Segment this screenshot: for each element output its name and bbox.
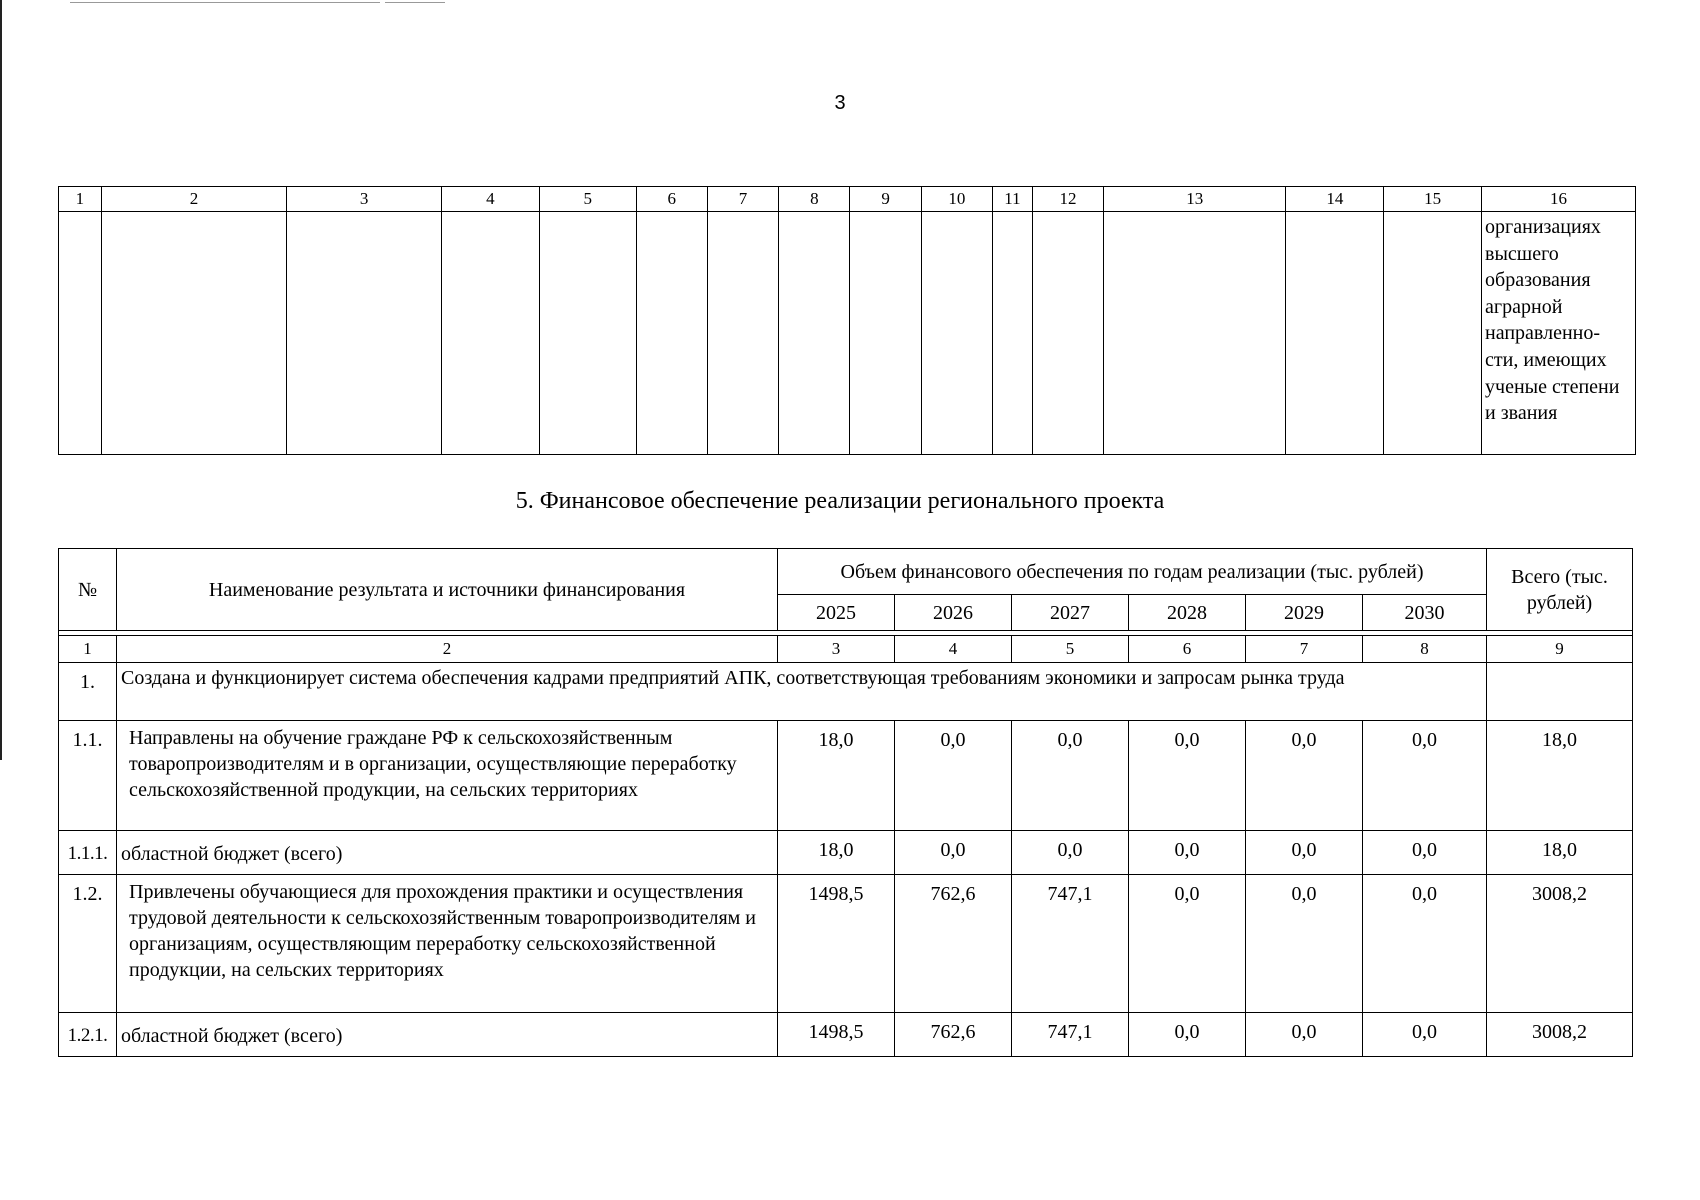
value-cell: 0,0: [1129, 875, 1246, 1013]
column-number: 2: [117, 636, 778, 663]
row-name: областной бюджет (всего): [117, 831, 778, 875]
column-number: 8: [1363, 636, 1487, 663]
table-row: [59, 875, 1633, 1013]
value-cell: 0,0: [1246, 875, 1363, 1013]
row-code: 1.: [59, 663, 117, 721]
empty-cell: [1286, 212, 1384, 455]
empty-cell: [1032, 212, 1103, 455]
column-number: 3: [287, 187, 442, 212]
column-number: 16: [1482, 187, 1636, 212]
empty-cell: [101, 212, 286, 455]
table-row: [59, 663, 1633, 721]
empty-cell: [993, 212, 1033, 455]
value-cell: 0,0: [1246, 721, 1363, 831]
column-number: 4: [895, 636, 1012, 663]
column-number-row: [59, 636, 1633, 663]
value-cell: 0,0: [1012, 831, 1129, 875]
value-cell: 18,0: [778, 721, 895, 831]
value-cell: 0,0: [895, 831, 1012, 875]
column-number: 8: [779, 187, 850, 212]
value-cell: 0,0: [1129, 1013, 1246, 1057]
table-row: [59, 721, 1633, 831]
empty-cell: [921, 212, 992, 455]
value-cell: 762,6: [895, 1013, 1012, 1057]
column-number: 5: [539, 187, 636, 212]
section-title: 5. Финансовое обеспечение реализации регионального проекта: [515, 488, 1165, 514]
column-number: 5: [1012, 636, 1129, 663]
column-number: 13: [1104, 187, 1286, 212]
value-cell: 0,0: [1363, 831, 1487, 875]
column-number: 6: [636, 187, 707, 212]
total-cell: 3008,2: [1487, 875, 1633, 1013]
header-year: 2027: [1012, 595, 1129, 631]
continuation-table: [58, 186, 1636, 455]
header-name: Наименование результата и источники финансирования: [117, 549, 778, 631]
row-code: 1.2.: [59, 875, 117, 1013]
table-row: [59, 831, 1633, 875]
total-cell: 18,0: [1487, 831, 1633, 875]
header-year: 2025: [778, 595, 895, 631]
scan-mark: [70, 2, 380, 3]
column-number: 6: [1129, 636, 1246, 663]
empty-cell: [707, 212, 778, 455]
empty-cell: [59, 212, 102, 455]
column-number: 7: [1246, 636, 1363, 663]
header-year: 2028: [1129, 595, 1246, 631]
header-year: 2026: [895, 595, 1012, 631]
empty-cell: [779, 212, 850, 455]
scan-mark: [385, 2, 445, 3]
value-cell: 0,0: [1363, 875, 1487, 1013]
empty-cell: [1104, 212, 1286, 455]
column-number: 9: [1487, 636, 1633, 663]
value-cell: 0,0: [1129, 721, 1246, 831]
value-cell: 0,0: [1246, 1013, 1363, 1057]
header-total: Всего (тыс. рублей): [1487, 549, 1633, 631]
row-name: Направлены на обучение граждане РФ к сельскохозяйственным товаропроизводителям и в организации, осуществляющие переработку сельскохозяйственной продукции, на сельских территориях: [117, 721, 778, 831]
value-cell: 747,1: [1012, 875, 1129, 1013]
column-number: 15: [1384, 187, 1482, 212]
column-number: 11: [993, 187, 1033, 212]
header-volume: Объем финансового обеспечения по годам реализации (тыс. рублей): [778, 549, 1487, 595]
value-cell: 762,6: [895, 875, 1012, 1013]
empty-cell: [287, 212, 442, 455]
column-number: 10: [921, 187, 992, 212]
empty-cell: [539, 212, 636, 455]
table-row: [59, 1013, 1633, 1057]
column-number: 1: [59, 187, 102, 212]
col16-description: организациях высшего образования аграрной направленно-сти, имеющих ученые степени и звания: [1482, 212, 1636, 455]
column-number: 12: [1032, 187, 1103, 212]
column-number: 4: [442, 187, 540, 212]
continuation-row: [59, 212, 1636, 455]
total-cell: 3008,2: [1487, 1013, 1633, 1057]
column-number: 7: [707, 187, 778, 212]
column-number: 9: [850, 187, 921, 212]
empty-cell: [1487, 663, 1633, 721]
header-row: [59, 549, 1633, 595]
value-cell: 0,0: [1246, 831, 1363, 875]
row-code: 1.1.1.: [59, 831, 117, 875]
column-number: 1: [59, 636, 117, 663]
finance-table: [58, 548, 1633, 1057]
total-cell: 18,0: [1487, 721, 1633, 831]
value-cell: 0,0: [895, 721, 1012, 831]
empty-cell: [850, 212, 921, 455]
empty-cell: [442, 212, 540, 455]
column-number: 2: [101, 187, 286, 212]
column-number-row: [59, 187, 1636, 212]
value-cell: 18,0: [778, 831, 895, 875]
empty-cell: [636, 212, 707, 455]
value-cell: 0,0: [1363, 1013, 1487, 1057]
column-number: 3: [778, 636, 895, 663]
header-year: 2029: [1246, 595, 1363, 631]
row-code: 1.1.: [59, 721, 117, 831]
value-cell: 0,0: [1363, 721, 1487, 831]
header-number: №: [59, 549, 117, 631]
row-name: Привлечены обучающиеся для прохождения практики и осуществления трудовой деятельности к сельскохозяйственным товаропроизводителям и организациям, осуществляющим переработку сельскохозяйственной продукции, на сельских территориях: [117, 875, 778, 1013]
row-name: Создана и функционирует система обеспечения кадрами предприятий АПК, соответствующая требованиям экономики и запросам рынка труда: [117, 663, 1487, 721]
value-cell: 1498,5: [778, 1013, 895, 1057]
empty-cell: [1384, 212, 1482, 455]
row-code: 1.2.1.: [59, 1013, 117, 1057]
value-cell: 0,0: [1129, 831, 1246, 875]
value-cell: 1498,5: [778, 875, 895, 1013]
header-year: 2030: [1363, 595, 1487, 631]
page-number: 3: [834, 92, 846, 114]
row-name: областной бюджет (всего): [117, 1013, 778, 1057]
value-cell: 0,0: [1012, 721, 1129, 831]
column-number: 14: [1286, 187, 1384, 212]
value-cell: 747,1: [1012, 1013, 1129, 1057]
